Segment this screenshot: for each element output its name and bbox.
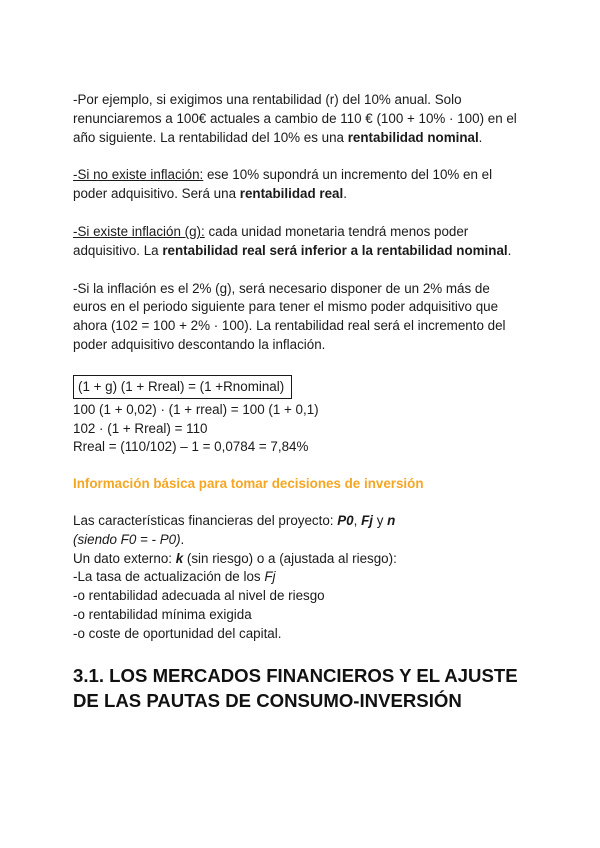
punctuation: . — [180, 531, 185, 547]
variable-fj: Fj — [361, 512, 373, 528]
variable-n: n — [387, 512, 396, 528]
bold-term: rentabilidad real será inferior a la rentabilidad nominal — [162, 242, 508, 258]
separator: , — [353, 512, 362, 528]
paragraph-with-inflation — [73, 223, 523, 261]
paragraph-nominal-return — [73, 91, 523, 147]
variable-fj-italic: Fj — [264, 569, 276, 585]
formula-line-2: 102 · (1 + Rreal) = 110 — [73, 420, 208, 436]
info-line-characteristics — [73, 512, 523, 531]
boxed-formula: (1 + g) (1 + Rreal) = (1 +Rnominal) — [73, 375, 292, 399]
punctuation: . — [478, 129, 483, 145]
paragraph-text: ese 10% supondrá un incremento del 10% en el poder adquisitivo. Será una — [73, 167, 493, 202]
italic-note: (siendo F0 = - P0) — [73, 531, 181, 547]
underlined-lead: -Si no existe inflación: — [73, 167, 204, 183]
paragraph-text: cada unidad monetaria tendrá menos poder adquisitivo. La — [73, 223, 469, 258]
info-line-risk: -o rentabilidad adecuada al nivel de riesgo — [73, 588, 325, 604]
bold-term: rentabilidad real — [239, 186, 344, 202]
investment-info-list — [73, 512, 523, 644]
section-subheading: Información básica para tomar decisiones de inversión — [73, 476, 424, 492]
punctuation: . — [507, 242, 512, 258]
info-line-opportunity-cost: -o coste de oportunidad del capital. — [73, 625, 282, 641]
info-line-f0 — [73, 531, 523, 550]
formula-line-3: Rreal = (110/102) – 1 = 0,0784 = 7,84% — [73, 439, 309, 455]
paragraph-no-inflation — [73, 166, 523, 204]
document-page — [73, 91, 523, 713]
info-line-external — [73, 550, 523, 569]
paragraph-inflation-example: -Si la inflación es el 2% (g), será necesario disponer de un 2% más de euros en el periodo siguiente para tener el mismo poder adquisitivo que ahora (102 = 100 + 2% · 100). La rentabilidad real será el incremento del poder adquisitivo descontando la inflación. — [73, 280, 506, 352]
info-line-discount-rate — [73, 568, 523, 587]
formula-block — [73, 374, 523, 457]
info-line-min-return: -o rentabilidad mínima exigida — [73, 606, 252, 622]
info-text: Un dato externo: — [73, 550, 176, 566]
info-text: Las características financieras del proyecto: — [73, 512, 338, 528]
section-heading: 3.1. LOS MERCADOS FINANCIEROS Y EL AJUSTE DE LAS PAUTAS DE CONSUMO-INVERSIÓN — [73, 664, 518, 711]
variable-k: k — [175, 550, 184, 566]
formula-line-1: 100 (1 + 0,02) · (1 + rreal) = 100 (1 + 0,1) — [73, 401, 319, 417]
punctuation: . — [343, 186, 347, 202]
info-text: -La tasa de actualización de los — [73, 569, 265, 585]
underlined-lead: -Si existe inflación (g): — [73, 223, 205, 239]
conjunction: y — [372, 512, 388, 528]
paragraph-text: -Por ejemplo, si exigimos una rentabilidad (r) del 10% anual. Solo renunciaremos a 100€ actuales a cambio de 110 € (100 + 10% · 100) en el año siguiente. La rentabilidad del 10% es una — [73, 92, 517, 145]
variable-p0: P0 — [337, 512, 354, 528]
bold-term: rentabilidad nominal — [347, 129, 479, 145]
info-text: (sin riesgo) o a (ajustada al riesgo): — [183, 550, 397, 566]
